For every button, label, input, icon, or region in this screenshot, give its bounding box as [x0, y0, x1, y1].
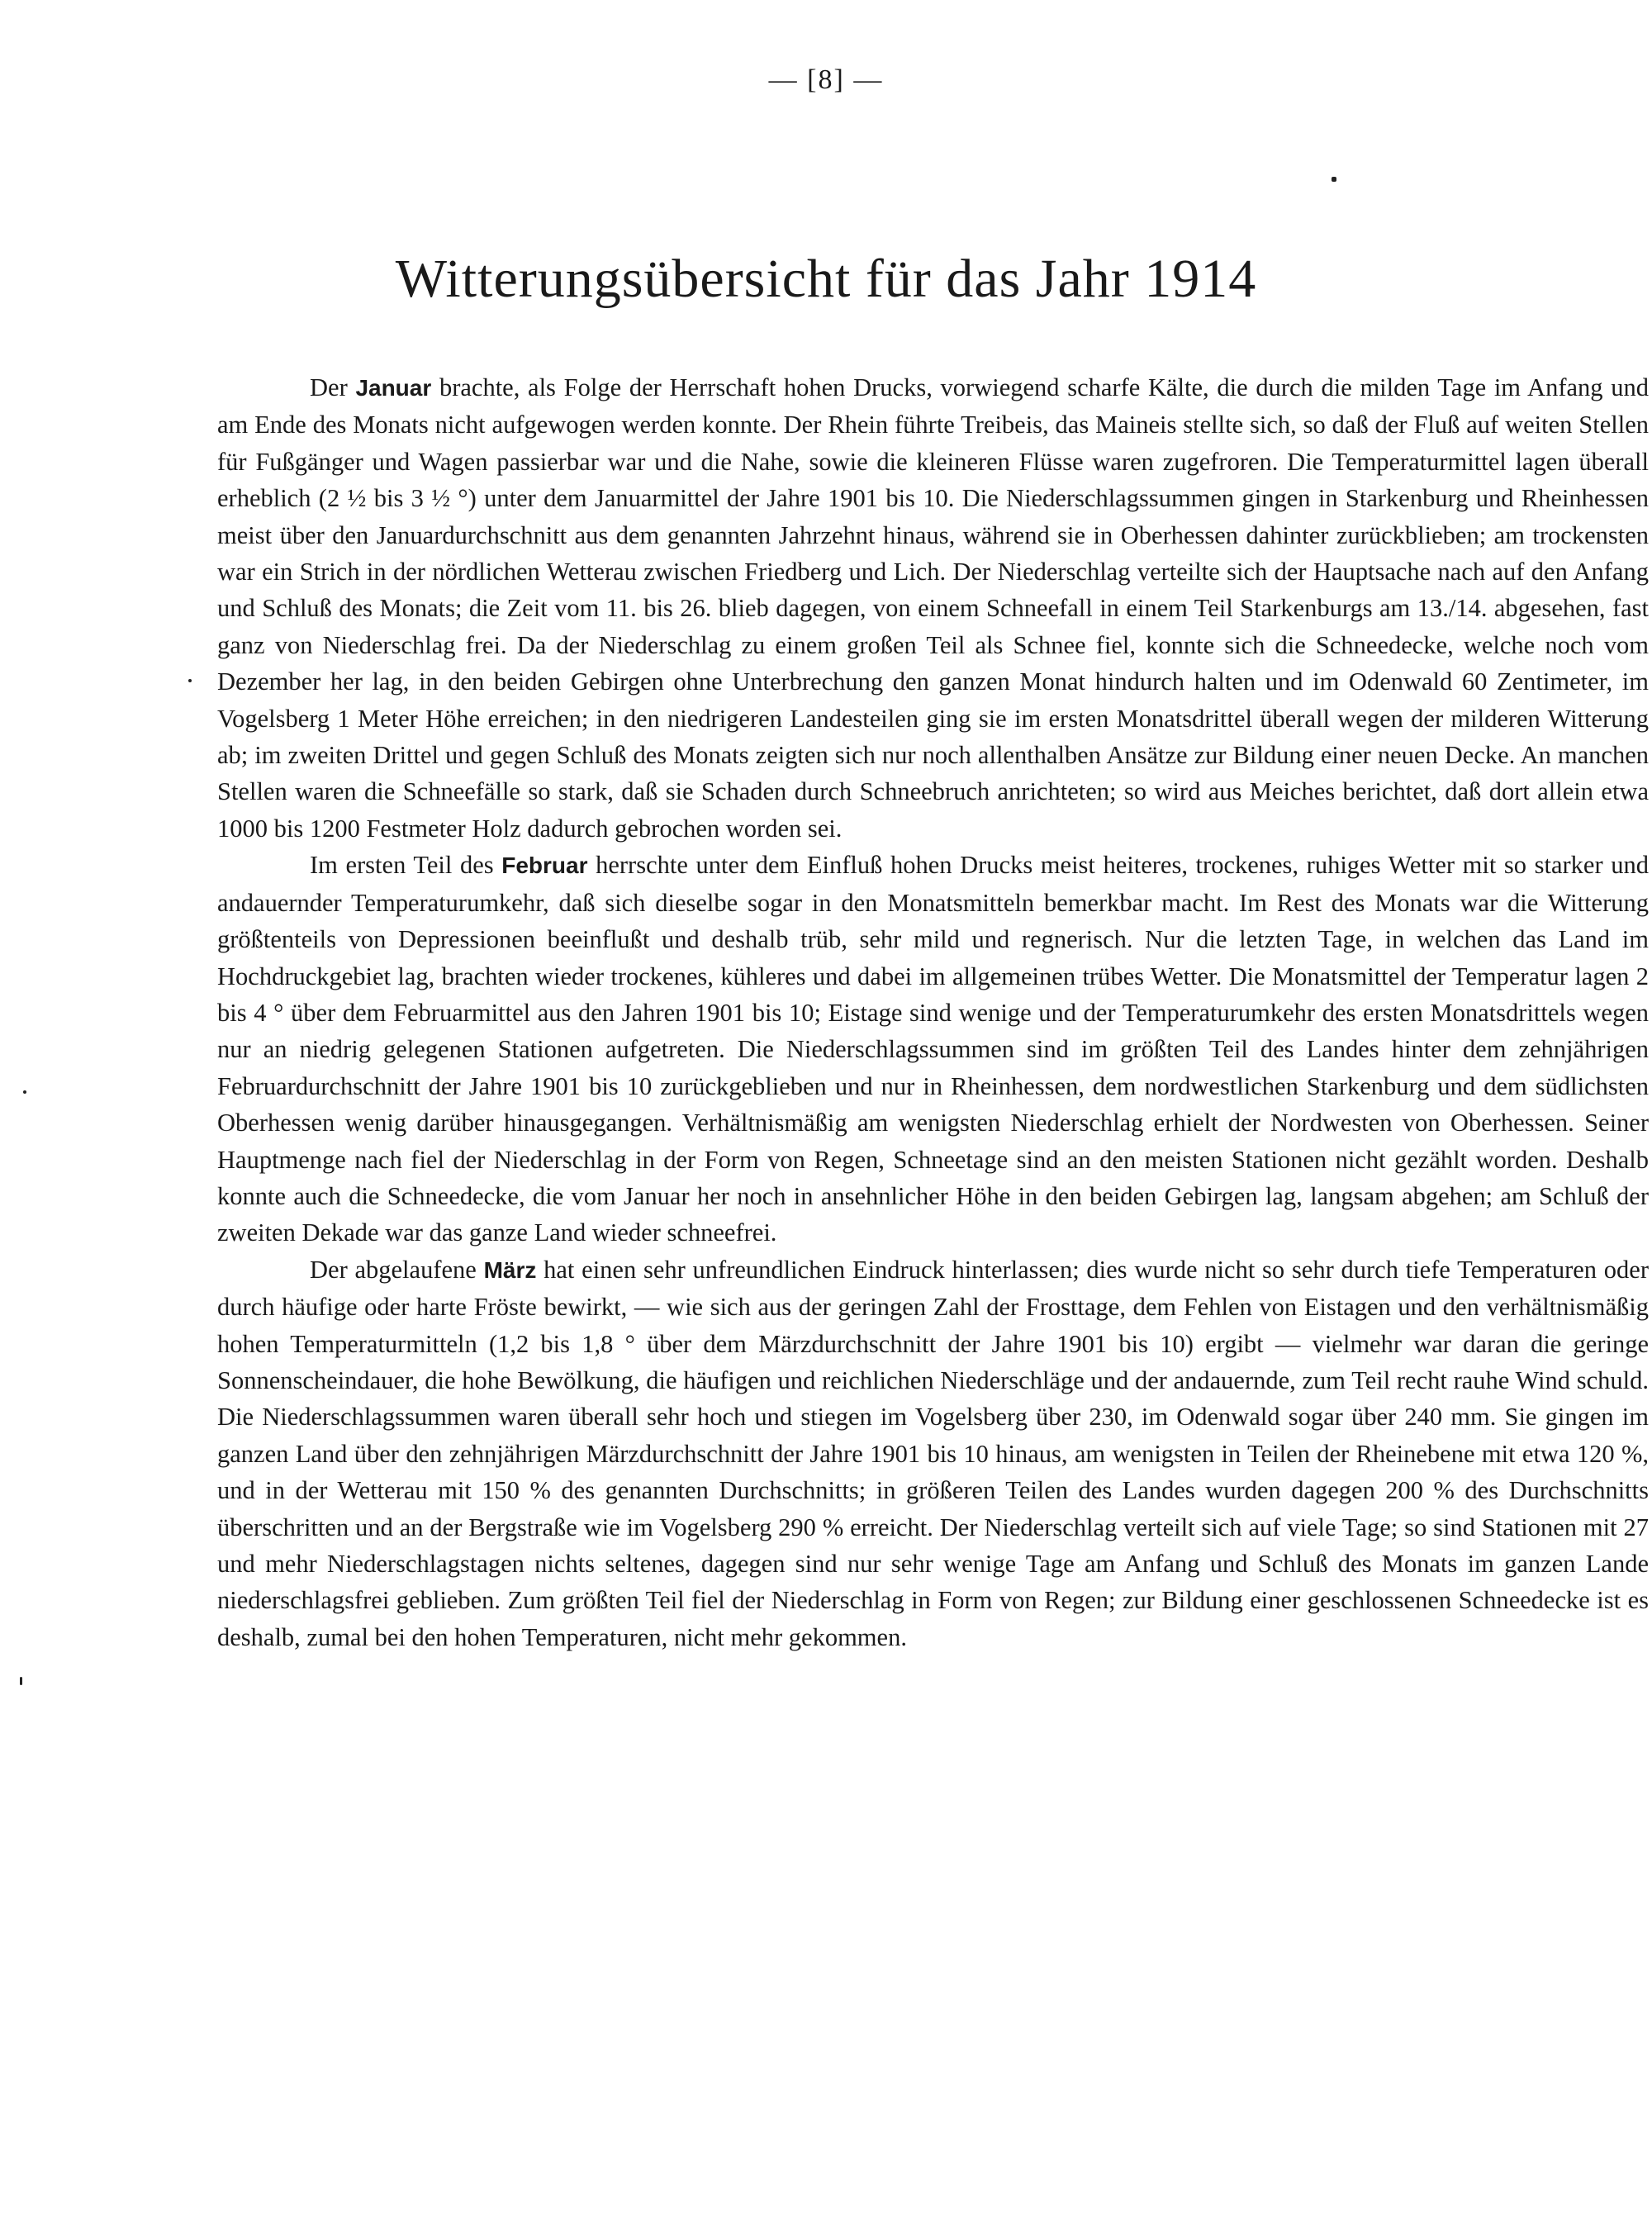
- article-body: [217, 369, 1649, 1655]
- paragraph-januar-text: brachte, als Folge der Herrschaft hohen Drucks, vorwiegend scharfe Kälte, die durch die milden Tage im Anfang und am Ende des Monats nicht aufgewogen werden konnte. Der Rhein führte Treibeis, das Maineis stellte sich, so daß der Fluß auf weiten Stellen für Fußgänger und Wagen passierbar war und die Nahe, sowie die kleineren Flüsse waren zugefroren. Die Temperaturmittel lagen überall erheblich (2 ½ bis 3 ½ °) unter dem Januarmittel der Jahre 1901 bis 10. Die Niederschlagssummen gingen in Starkenburg und Rheinhessen meist über den Januardurchschnitt aus dem genannten Jahrzehnt hinaus, während sie in Oberhessen dahinter zurückblieben; am trockensten war ein Strich in der nördlichen Wetterau zwischen Friedberg und Lich. Der Niederschlag verteilte sich der Hauptsache nach auf den Anfang und Schluß des Monats; die Zeit vom 11. bis 26. blieb dagegen, von einem Schneefall in einem Teil Starkenburgs am 13./14. abgesehen, fast ganz von Niederschlag frei. Da der Niederschlag zu einem großen Teil als Schnee fiel, konnte sich die Schneedecke, welche noch vom Dezember her lag, in den beiden Gebirgen ohne Unterbrechung den ganzen Monat hindurch halten und im Odenwald 60 Zentimeter, im Vogelsberg 1 Meter Höhe erreichen; in den niedrigeren Landesteilen ging sie im ersten Monatsdrittel überall wegen der milderen Witterung ab; im zweiten Drittel und gegen Schluß des Monats zeigten sich nur noch allenthalben Ansätze zur Bildung einer neuen Decke. An manchen Stellen waren die Schneefälle so stark, daß sie Schaden durch Schneebruch anrichteten; so wird aus Meiches berichtet, daß dort allein etwa 1000 bis 1200 Festmeter Holz dadurch gebrochen worden sei.: [217, 373, 1649, 843]
- page-title: Witterungsübersicht für das Jahr 1914: [395, 249, 1257, 309]
- paragraph-januar-lead: Der: [310, 373, 356, 401]
- scan-speck: [20, 1677, 22, 1685]
- paragraph-maerz-text: hat einen sehr unfreundlichen Eindruck hinterlassen; dies wurde nicht so sehr durch tiefe Temperaturen oder durch häufige oder harte Fröste bewirkt, — wie sich aus der geringen Zahl der Frosttage, dem Fehlen von Eistagen und den verhältnismäßig hohen Temperaturmitteln (1,2 bis 1,8 ° über dem Märzdurchschnitt der Jahre 1901 bis 10) ergibt — vielmehr war daran die geringe Sonnenscheindauer, die hohe Bewölkung, die häufigen und reichlichen Niederschläge und der andauernde, zum Teil recht rauhe Wind schuld. Die Niederschlagssummen waren überall sehr hoch und stiegen im Vogelsberg über 230, im Odenwald sogar über 240 mm. Sie gingen im ganzen Land über den zehnjährigen Märzdurchschnitt der Jahre 1901 bis 10 hinaus, am wenigsten in Teilen der Rheinebene mit etwa 120 %, und in der Wetterau mit 150 % des genannten Durchschnitts; in größeren Teilen des Landes wurden dagegen 200 % des Durchschnitts überschritten und an der Bergstraße wie im Vogelsberg 290 % erreicht. Der Niederschlag verteilt sich auf viele Tage; so sind Stationen mit 27 und mehr Niederschlagstagen nichts seltenes, dagegen sind nur sehr wenige Tage am Anfang und Schluß des Monats im ganzen Lande niederschlagsfrei geblieben. Zum größten Teil fiel der Niederschlag in Form von Regen; zur Bildung einer geschlossenen Schneedecke ist es deshalb, zumal bei den hohen Temperaturen, nicht mehr gekommen.: [217, 1255, 1649, 1651]
- month-februar: Februar: [501, 852, 588, 879]
- paragraph-februar-text: herrschte unter dem Einfluß hohen Drucks meist heiteres, trockenes, ruhiges Wetter mit so starker und andauernder Temperaturumkehr, daß sich dieselbe sogar in den Monatsmitteln bemerkbar macht. Im Rest des Monats war die Witterung größtenteils von Depressionen beeinflußt und deshalb trüb, sehr mild und regnerisch. Nur die letzten Tage, in welchen das Land im Hochdruckgebiet lag, brachten wieder trockenes, kühleres und dabei im allgemeinen trübes Wetter. Die Monatsmittel der Temperatur lagen 2 bis 4 ° über dem Februarmittel aus den Jahren 1901 bis 10; Eistage sind wenige und der Temperaturumkehr des ersten Monatsdrittels wegen nur an niedrig gelegenen Stationen aufgetreten. Die Niederschlagssummen sind im größten Teil des Landes hinter dem zehnjährigen Februardurchschnitt der Jahre 1901 bis 10 zurückgeblieben und nur in Rheinhessen, dem nordwestlichen Starkenburg und dem südlichsten Oberhessen wenig darüber hinausgegangen. Verhältnismäßig am wenigsten Niederschlag erhielt der Nordwesten von Oberhessen. Seiner Hauptmenge nach fiel der Niederschlag in der Form von Regen, Schneetage sind an den meisten Stationen nicht gezählt worden. Deshalb konnte auch die Schneedecke, die vom Januar her noch in ansehnlicher Höhe in den beiden Gebirgen lag, langsam abgehen; am Schluß der zweiten Dekade war das ganze Land wieder schneefrei.: [217, 851, 1649, 1247]
- paragraph-januar: [217, 369, 1649, 847]
- paragraph-februar: [217, 847, 1649, 1251]
- scan-speck: [23, 1090, 26, 1094]
- paragraph-maerz-lead: Der abgelaufene: [310, 1255, 484, 1284]
- month-maerz: März: [483, 1256, 537, 1283]
- paragraph-maerz: [217, 1251, 1649, 1655]
- scan-speck: [1332, 177, 1336, 182]
- page-number: — [8] —: [768, 64, 884, 95]
- month-januar: Januar: [355, 375, 432, 401]
- paragraph-februar-lead: Im ersten Teil des: [310, 851, 502, 880]
- scan-speck: [188, 679, 192, 682]
